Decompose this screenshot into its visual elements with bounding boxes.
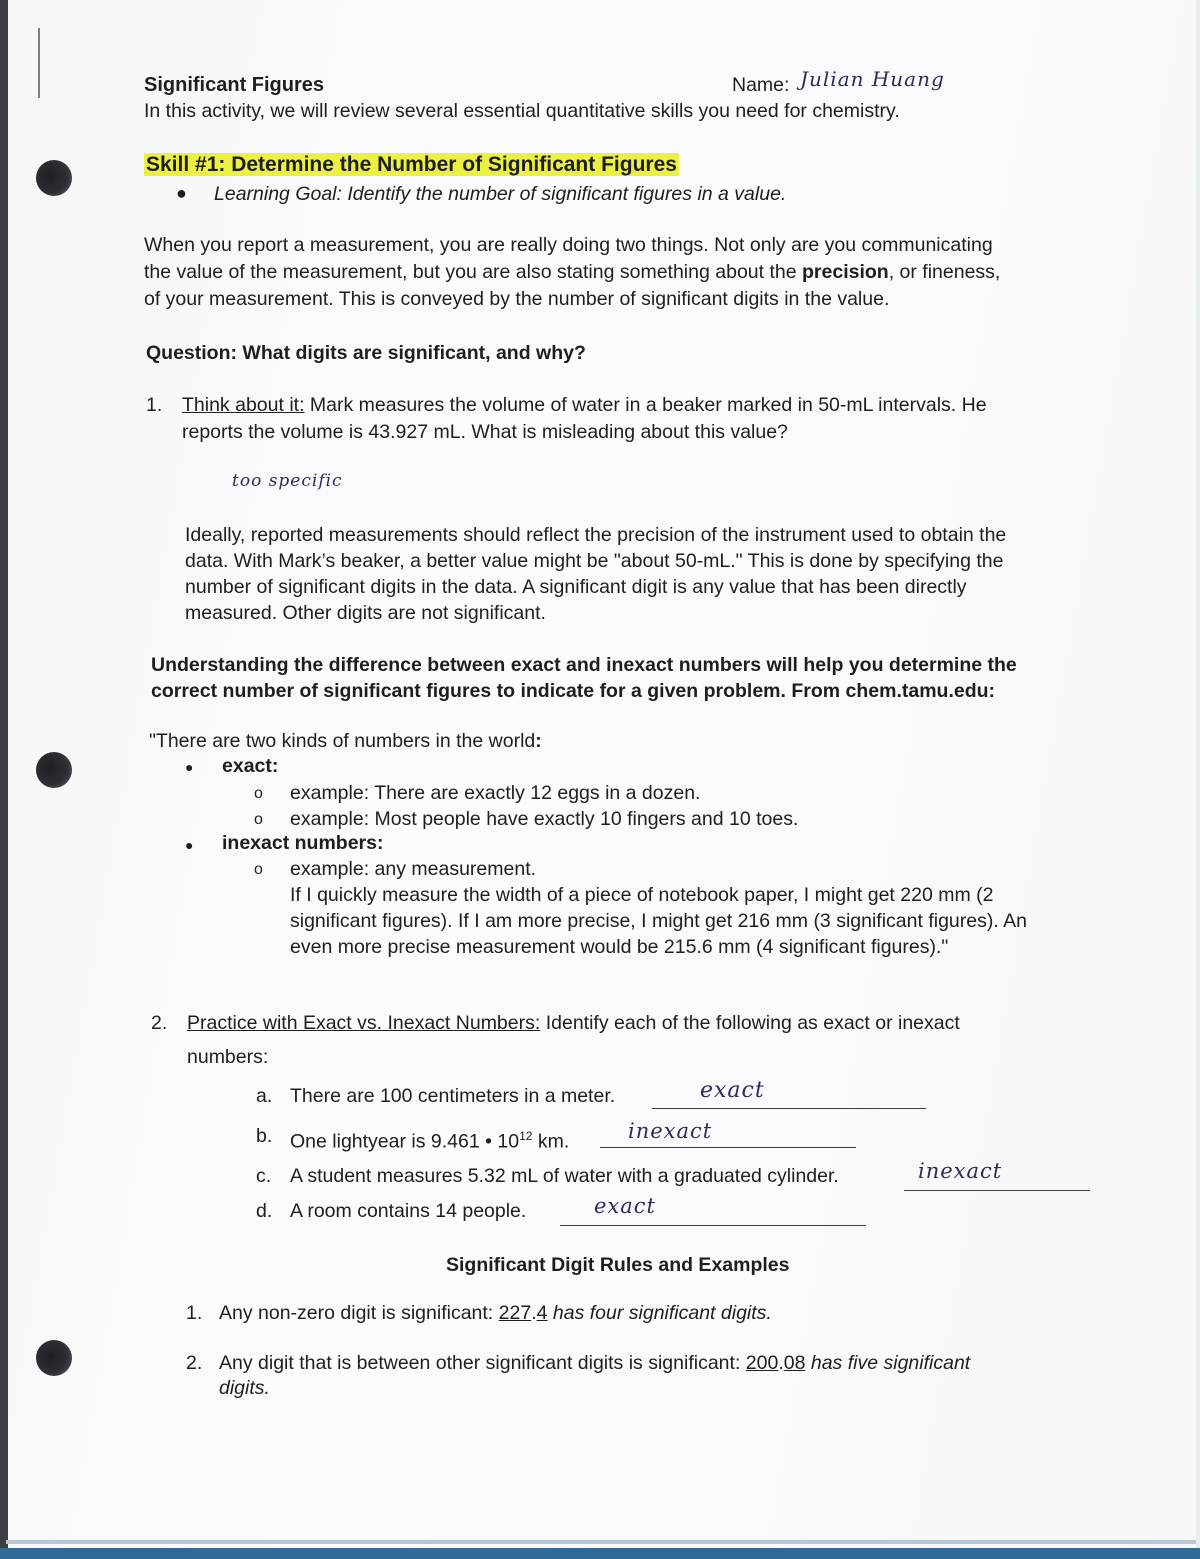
question-heading: Question: What digits are significant, and why?	[146, 342, 586, 364]
name-field[interactable]: Julian Huang	[800, 67, 945, 91]
desk-surface	[0, 1548, 1200, 1559]
ideally-line-2: data. With Mark’s beaker, a better value might be "about 50-mL." This is done by specifying the	[185, 550, 1004, 572]
page-bottom-edge	[6, 1540, 1196, 1544]
ideally-line-3: number of significant digits in the data. A significant digit is any value that has been directly	[185, 576, 967, 598]
q2d-letter: d.	[256, 1200, 273, 1222]
q2b-text: One lightyear is 9.461 • $10^{12}$ km.	[290, 1129, 570, 1153]
exact-label: exact:	[222, 755, 279, 777]
exact-example-2: example: Most people have exactly 10 fingers and 10 toes.	[290, 808, 799, 830]
bullet-icon: ●	[185, 759, 194, 775]
q2b-answer-line	[600, 1147, 856, 1148]
intro-text: In this activity, we will review several essential quantitative skills you need for chemistry.	[144, 100, 900, 122]
q2c-answer[interactable]: inexact	[918, 1159, 1003, 1183]
q1-line-2: reports the volume is 43.927 mL. What is misleading about this value?	[182, 421, 788, 443]
binder-hole-3	[36, 1340, 72, 1376]
q2-line-1: Practice with Exact vs. Inexact Numbers: Identify each of the following as exact or inexact	[187, 1012, 960, 1034]
rule-2-line-2: digits.	[219, 1377, 270, 1399]
inexact-label: inexact numbers:	[222, 832, 384, 854]
q2b-letter: b.	[256, 1125, 273, 1147]
intro-paragraph-line-1: When you report a measurement, you are really doing two things. Not only are you communicating	[144, 234, 993, 256]
q2d-answer[interactable]: exact	[594, 1194, 656, 1218]
rule-2: Any digit that is between other significant digits is significant: 200.08 has five significant	[219, 1352, 971, 1374]
learning-goal: Learning Goal: Identify the number of significant figures in a value.	[214, 183, 787, 205]
circle-bullet-icon: o	[254, 811, 263, 828]
skill-heading-text: Skill #1: Determine the Number of Significant Figures	[146, 153, 677, 176]
q2c-answer-line	[904, 1190, 1090, 1191]
intro-paragraph-line-3: of your measurement. This is conveyed by the number of significant digits in the value.	[144, 288, 890, 310]
q2d-answer-line	[560, 1225, 866, 1226]
precision-term: precision	[802, 261, 889, 283]
skill-heading	[144, 152, 679, 178]
q2a-text: There are 100 centimeters in a meter.	[290, 1085, 616, 1107]
q1-lead: Think about it:	[182, 394, 305, 416]
q1-answer[interactable]: too specific	[232, 471, 343, 491]
intro-paragraph-line-2: the value of the measurement, but you are also stating something about the precision, or fineness,	[144, 261, 1001, 283]
inexact-example-line-3: significant figures). If I am more precise, I might get 216 mm (3 significant figures). An	[290, 910, 1027, 932]
q1-number: 1.	[146, 394, 163, 416]
q2a-letter: a.	[256, 1085, 273, 1107]
ideally-line-4: measured. Other digits are not significant.	[185, 602, 546, 624]
q1-line-1: Think about it: Mark measures the volume of water in a beaker marked in 50-mL intervals. He	[182, 394, 987, 416]
binder-hole-1	[36, 160, 72, 196]
inexact-example-line-2: If I quickly measure the width of a piece of notebook paper, I might get 220 mm (2	[290, 884, 994, 906]
bullet-icon: ●	[176, 183, 187, 203]
bullet-icon: ●	[185, 837, 194, 853]
q2-lead: Practice with Exact vs. Inexact Numbers:	[187, 1012, 541, 1034]
q2b-answer[interactable]: inexact	[628, 1119, 713, 1143]
exact-example-1: example: There are exactly 12 eggs in a dozen.	[290, 782, 701, 804]
binder-hole-2	[36, 752, 72, 788]
rule-1-number: 1.	[186, 1302, 203, 1324]
inexact-example-line-4: even more precise measurement would be 215.6 mm (4 significant figures)."	[290, 936, 949, 958]
rule-2-number: 2.	[186, 1352, 203, 1374]
understanding-line-1: Understanding the difference between exact and inexact numbers will help you determine the	[151, 654, 1017, 676]
rules-heading: Significant Digit Rules and Examples	[446, 1254, 790, 1276]
understanding-line-2: correct number of significant figures to indicate for a given problem. From chem.tamu.edu:	[151, 680, 996, 702]
name-label: Name:	[732, 74, 790, 96]
q2a-answer-line	[652, 1108, 926, 1109]
q2-line-2: numbers:	[187, 1046, 269, 1068]
q2-number: 2.	[151, 1012, 168, 1034]
kinds-intro: "There are two kinds of numbers in the world:	[149, 730, 542, 752]
q2c-letter: c.	[256, 1165, 272, 1187]
page-title: Significant Figures	[144, 74, 325, 96]
margin-mark	[38, 28, 40, 98]
q2c-text: A student measures 5.32 mL of water with a graduated cylinder.	[290, 1165, 839, 1187]
ideally-line-1: Ideally, reported measurements should reflect the precision of the instrument used to obtain the	[185, 524, 1007, 546]
circle-bullet-icon: o	[254, 861, 263, 878]
page-edge-shadow	[0, 0, 8, 1559]
q2d-text: A room contains 14 people.	[290, 1200, 527, 1222]
circle-bullet-icon: o	[254, 785, 263, 802]
inexact-example-1: example: any measurement.	[290, 858, 537, 880]
rule-1: Any non-zero digit is significant: 227.4 has four significant digits.	[219, 1302, 772, 1324]
q2a-answer[interactable]: exact	[700, 1078, 765, 1103]
